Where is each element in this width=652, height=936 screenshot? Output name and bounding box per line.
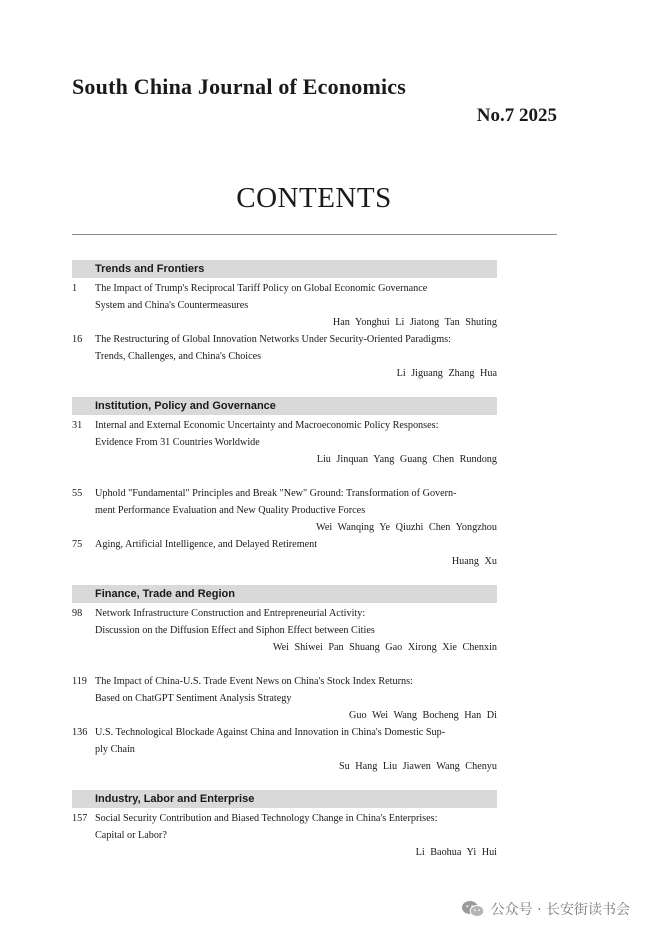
article-title-line: Based on ChatGPT Sentiment Analysis Strategy	[95, 693, 292, 704]
issue-number: No.7 2025	[476, 105, 557, 126]
article-authors: Li Baohua Yi Hui	[415, 847, 497, 858]
article-authors: Wei Wanqing Ye Qiuzhi Chen Yongzhou	[316, 522, 497, 533]
article-title-line: Capital or Labor?	[95, 830, 167, 841]
contents-heading: CONTENTS	[236, 182, 392, 214]
section-trends-and-frontiers	[72, 260, 497, 382]
section-header: Finance, Trade and Region	[72, 585, 497, 603]
article-title-line: Social Security Contribution and Biased Technology Change in China's Enterprises:	[95, 813, 438, 824]
article-authors: Li Jiguang Zhang Hua	[396, 368, 497, 379]
article-authors: Liu Jinquan Yang Guang Chen Rundong	[316, 454, 497, 465]
article-title-line: U.S. Technological Blockade Against China and Innovation in China's Domestic Sup-	[95, 727, 446, 738]
section-header: Industry, Labor and Enterprise	[72, 790, 497, 808]
article-title-line: Evidence From 31 Countries Worldwide	[95, 437, 260, 448]
article-authors: Guo Wei Wang Bocheng Han Di	[349, 710, 497, 721]
article-title-line: Network Infrastructure Construction and Entrepreneurial Activity:	[95, 608, 366, 619]
article-title-line: Uphold "Fundamental" Principles and Break "New" Ground: Transformation of Govern-	[95, 488, 457, 499]
article-title-line: The Restructuring of Global Innovation Networks Under Security-Oriented Paradigms:	[95, 334, 451, 345]
watermark	[461, 899, 630, 919]
wechat-icon	[461, 900, 485, 918]
page-number: 55	[72, 488, 83, 499]
article-title-line: Discussion on the Diffusion Effect and Siphon Effect between Cities	[95, 625, 375, 636]
article-title-line: System and China's Countermeasures	[95, 300, 249, 311]
article-title-line: Internal and External Economic Uncertainty and Macroeconomic Policy Responses:	[95, 420, 439, 431]
toc-entry[interactable]	[72, 485, 497, 536]
watermark-text: 公众号 · 长安街读书会	[490, 902, 630, 918]
section-institution-policy-governance	[72, 397, 497, 570]
toc-entry[interactable]	[72, 417, 497, 468]
toc-entry[interactable]	[72, 280, 497, 331]
page-number: 98	[72, 608, 83, 619]
toc-entry[interactable]	[72, 673, 497, 724]
article-authors: Su Hang Liu Jiawen Wang Chenyu	[338, 761, 497, 772]
toc-entry[interactable]	[72, 724, 497, 775]
article-title-line: Trends, Challenges, and China's Choices	[95, 351, 262, 362]
journal-title: South China Journal of Economics	[72, 74, 407, 99]
toc-entry[interactable]	[72, 605, 497, 656]
section-industry-labor-enterprise	[72, 790, 497, 861]
article-title-line: Aging, Artificial Intelligence, and Delayed Retirement	[95, 539, 318, 550]
page-number: 136	[72, 727, 88, 738]
article-authors: Wei Shiwei Pan Shuang Gao Xirong Xie Chenxin	[272, 642, 497, 653]
section-header: Institution, Policy and Governance	[72, 397, 497, 415]
article-title-line: The Impact of Trump's Reciprocal Tariff Policy on Global Economic Governance	[95, 283, 428, 294]
article-authors: Han Yonghui Li Jiatong Tan Shuting	[332, 317, 497, 328]
page-number: 31	[72, 420, 83, 431]
table-of-contents	[72, 260, 497, 861]
page-number: 1	[72, 283, 78, 294]
toc-entry[interactable]	[72, 536, 497, 570]
section-header: Trends and Frontiers	[72, 260, 497, 278]
toc-entry[interactable]	[72, 331, 497, 382]
article-title-line: ment Performance Evaluation and New Quality Productive Forces	[95, 505, 366, 516]
page-number: 16	[72, 334, 83, 345]
article-title-line: ply Chain	[95, 744, 135, 755]
article-title-line: The Impact of China-U.S. Trade Event News on China's Stock Index Returns:	[95, 676, 413, 687]
article-authors: Huang Xu	[451, 556, 497, 567]
page-number: 119	[72, 676, 87, 687]
page-number: 157	[72, 813, 88, 824]
toc-entry[interactable]	[72, 810, 497, 861]
section-finance-trade-region	[72, 585, 497, 775]
page-number: 75	[72, 539, 83, 550]
divider	[72, 234, 557, 235]
